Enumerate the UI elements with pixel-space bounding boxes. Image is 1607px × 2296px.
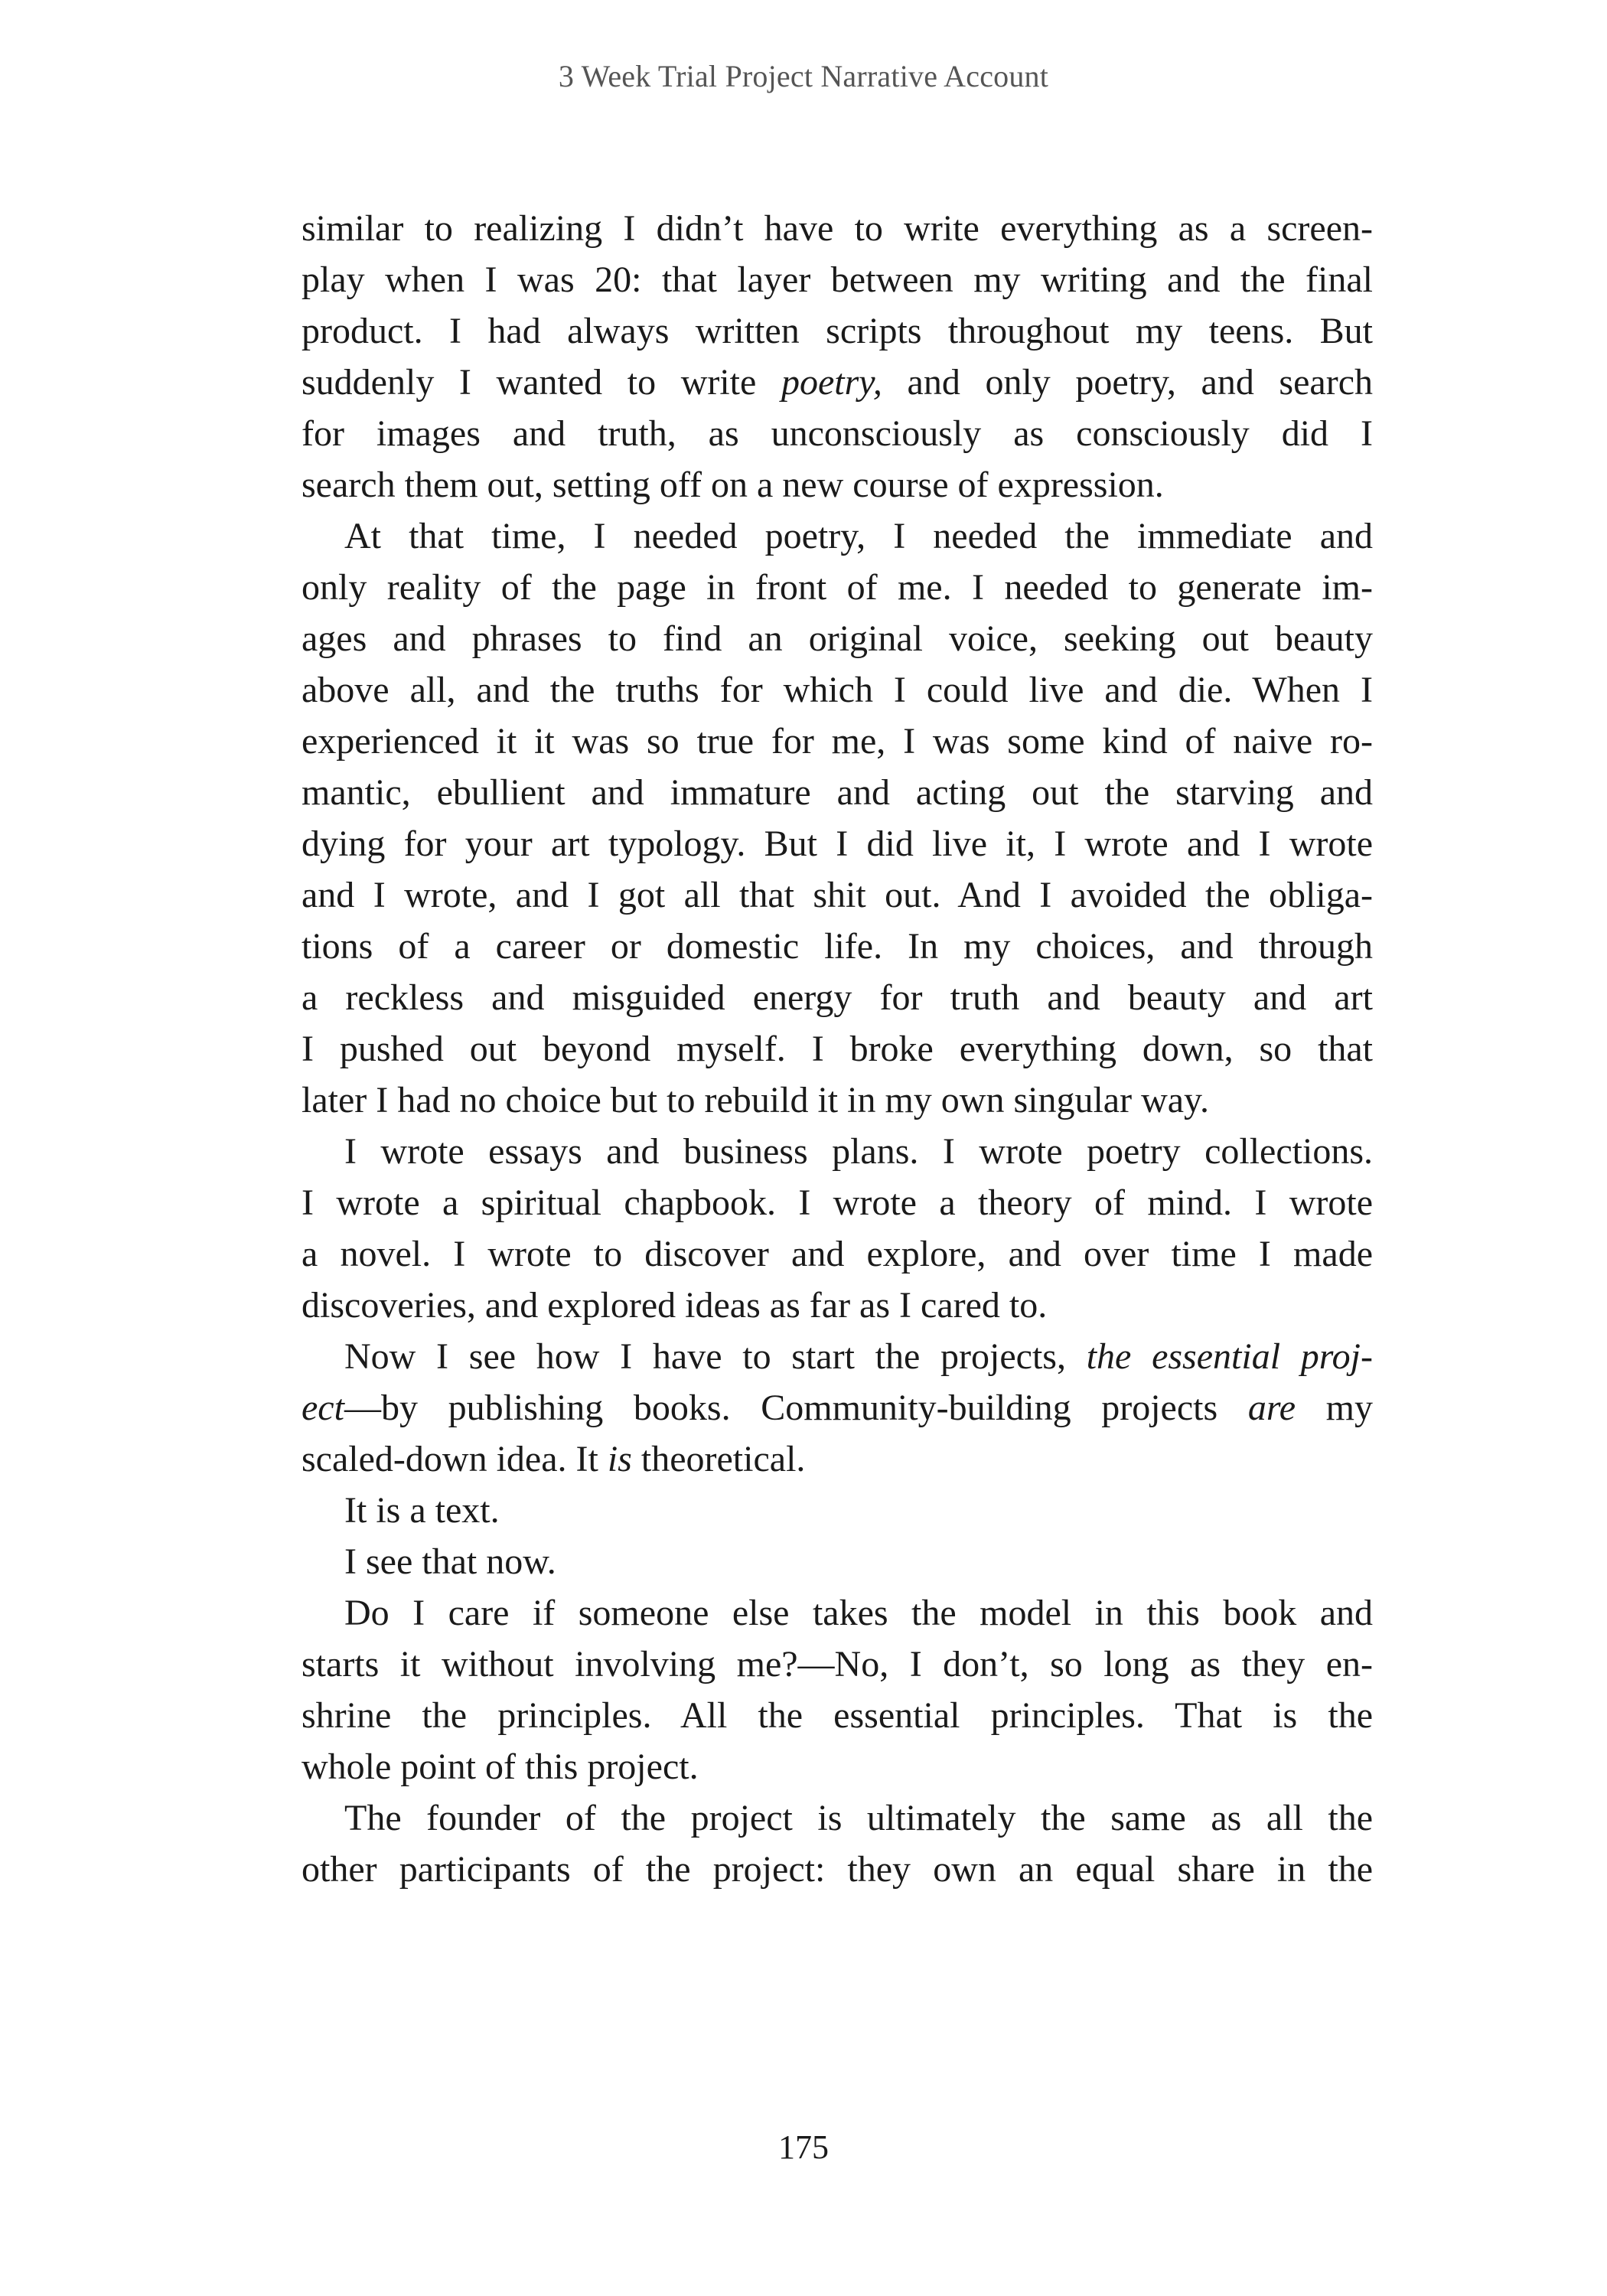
line-text: other participants of the project: they own an equal share in the xyxy=(302,1849,1373,1890)
text-line xyxy=(302,1485,1373,1536)
text-line xyxy=(302,1228,1373,1280)
line-text: similar to realizing I didn’t have to write everything as a screen- xyxy=(302,208,1373,249)
text-line xyxy=(302,408,1373,459)
text-line xyxy=(302,1382,1373,1433)
text-line xyxy=(302,357,1373,408)
line-text: experienced it it was so true for me, I was some kind of naive ro- xyxy=(302,721,1373,762)
text-line xyxy=(302,305,1373,357)
line-text: I wrote a spiritual chapbook. I wrote a theory of mind. I wrote xyxy=(302,1182,1373,1223)
text-line xyxy=(302,972,1373,1023)
text-line xyxy=(302,1433,1373,1485)
line-text: a novel. I wrote to discover and explore, and over time I made xyxy=(302,1234,1373,1274)
line-text: play when I was 20: that layer between my writing and the final xyxy=(302,259,1373,300)
line-text: shrine the principles. All the essential principles. That is the xyxy=(302,1695,1373,1736)
text-line xyxy=(302,459,1373,510)
text-line xyxy=(302,1844,1373,1895)
line-text: —by publishing books. Community-building projects xyxy=(344,1388,1248,1428)
line-text: suddenly I wanted to write xyxy=(302,362,781,403)
line-text: later I had no choice but to rebuild it in my own singular way. xyxy=(302,1080,1209,1120)
line-text: whole point of this project. xyxy=(302,1746,699,1787)
line-text: scaled-down idea. It xyxy=(302,1439,608,1479)
line-text: I wrote essays and business plans. I wrote poetry collections. xyxy=(344,1131,1373,1172)
italic-text: is xyxy=(607,1439,632,1479)
text-line xyxy=(302,1536,1373,1587)
line-text: search them out, setting off on a new course of expression. xyxy=(302,465,1164,505)
text-line xyxy=(302,562,1373,613)
line-text: discoveries, and explored ideas as far as I cared to. xyxy=(302,1285,1048,1326)
text-line xyxy=(302,869,1373,921)
line-text: mantic, ebullient and immature and acting out the starving and xyxy=(302,772,1373,813)
text-line xyxy=(302,767,1373,818)
text-line xyxy=(302,1690,1373,1741)
text-line xyxy=(302,1741,1373,1792)
line-text: and only poetry, and search xyxy=(882,362,1374,403)
line-text: and I wrote, and I got all that shit out. And I avoided the obliga- xyxy=(302,875,1373,915)
italic-text: the essential proj- xyxy=(1086,1336,1373,1377)
text-line xyxy=(302,1792,1373,1844)
text-line xyxy=(302,203,1373,254)
line-text: theoretical. xyxy=(631,1439,806,1479)
line-text: ages and phrases to find an original voice, seeking out beauty xyxy=(302,618,1373,659)
line-text: I pushed out beyond myself. I broke everything down, so that xyxy=(302,1029,1373,1069)
text-line xyxy=(302,1639,1373,1690)
line-text: product. I had always written scripts throughout my teens. But xyxy=(302,311,1373,351)
text-line xyxy=(302,254,1373,305)
italic-text: poetry, xyxy=(781,362,882,403)
text-line xyxy=(302,664,1373,716)
page-number: 175 xyxy=(778,2128,829,2166)
line-text: Now I see how I have to start the projects, xyxy=(344,1336,1087,1377)
line-text: dying for your art typology. But I did live it, I wrote and I wrote xyxy=(302,823,1373,864)
line-text: Do I care if someone else takes the model in this book and xyxy=(344,1593,1373,1633)
text-line xyxy=(302,1023,1373,1075)
line-text: a reckless and misguided energy for truth and beauty and art xyxy=(302,977,1373,1018)
line-text: my xyxy=(1296,1388,1373,1428)
line-text: It is a text. xyxy=(344,1490,500,1531)
line-text: The founder of the project is ultimately the same as all the xyxy=(344,1798,1373,1838)
text-line xyxy=(302,716,1373,767)
text-line xyxy=(302,510,1373,562)
line-text: tions of a career or domestic life. In my choices, and through xyxy=(302,926,1373,967)
text-line xyxy=(302,921,1373,972)
running-head: 3 Week Trial Project Narrative Account xyxy=(558,59,1049,93)
text-line xyxy=(302,1126,1373,1177)
text-line xyxy=(302,613,1373,664)
line-text: for images and truth, as unconsciously as consciously did I xyxy=(302,413,1373,454)
line-text: starts it without involving me?—No, I don’t, so long as they en- xyxy=(302,1644,1373,1684)
text-line xyxy=(302,1587,1373,1639)
body-text xyxy=(302,203,1373,1895)
text-line xyxy=(302,1177,1373,1228)
text-line xyxy=(302,1280,1373,1331)
line-text: only reality of the page in front of me. I needed to generate im- xyxy=(302,567,1373,608)
text-line xyxy=(302,1075,1373,1126)
line-text: I see that now. xyxy=(344,1541,556,1582)
italic-text: are xyxy=(1247,1388,1296,1428)
line-text: above all, and the truths for which I could live and die. When I xyxy=(302,670,1373,710)
line-text: At that time, I needed poetry, I needed the immediate and xyxy=(344,516,1373,556)
italic-text: ect xyxy=(302,1388,344,1428)
text-line xyxy=(302,818,1373,869)
text-line xyxy=(302,1331,1373,1382)
